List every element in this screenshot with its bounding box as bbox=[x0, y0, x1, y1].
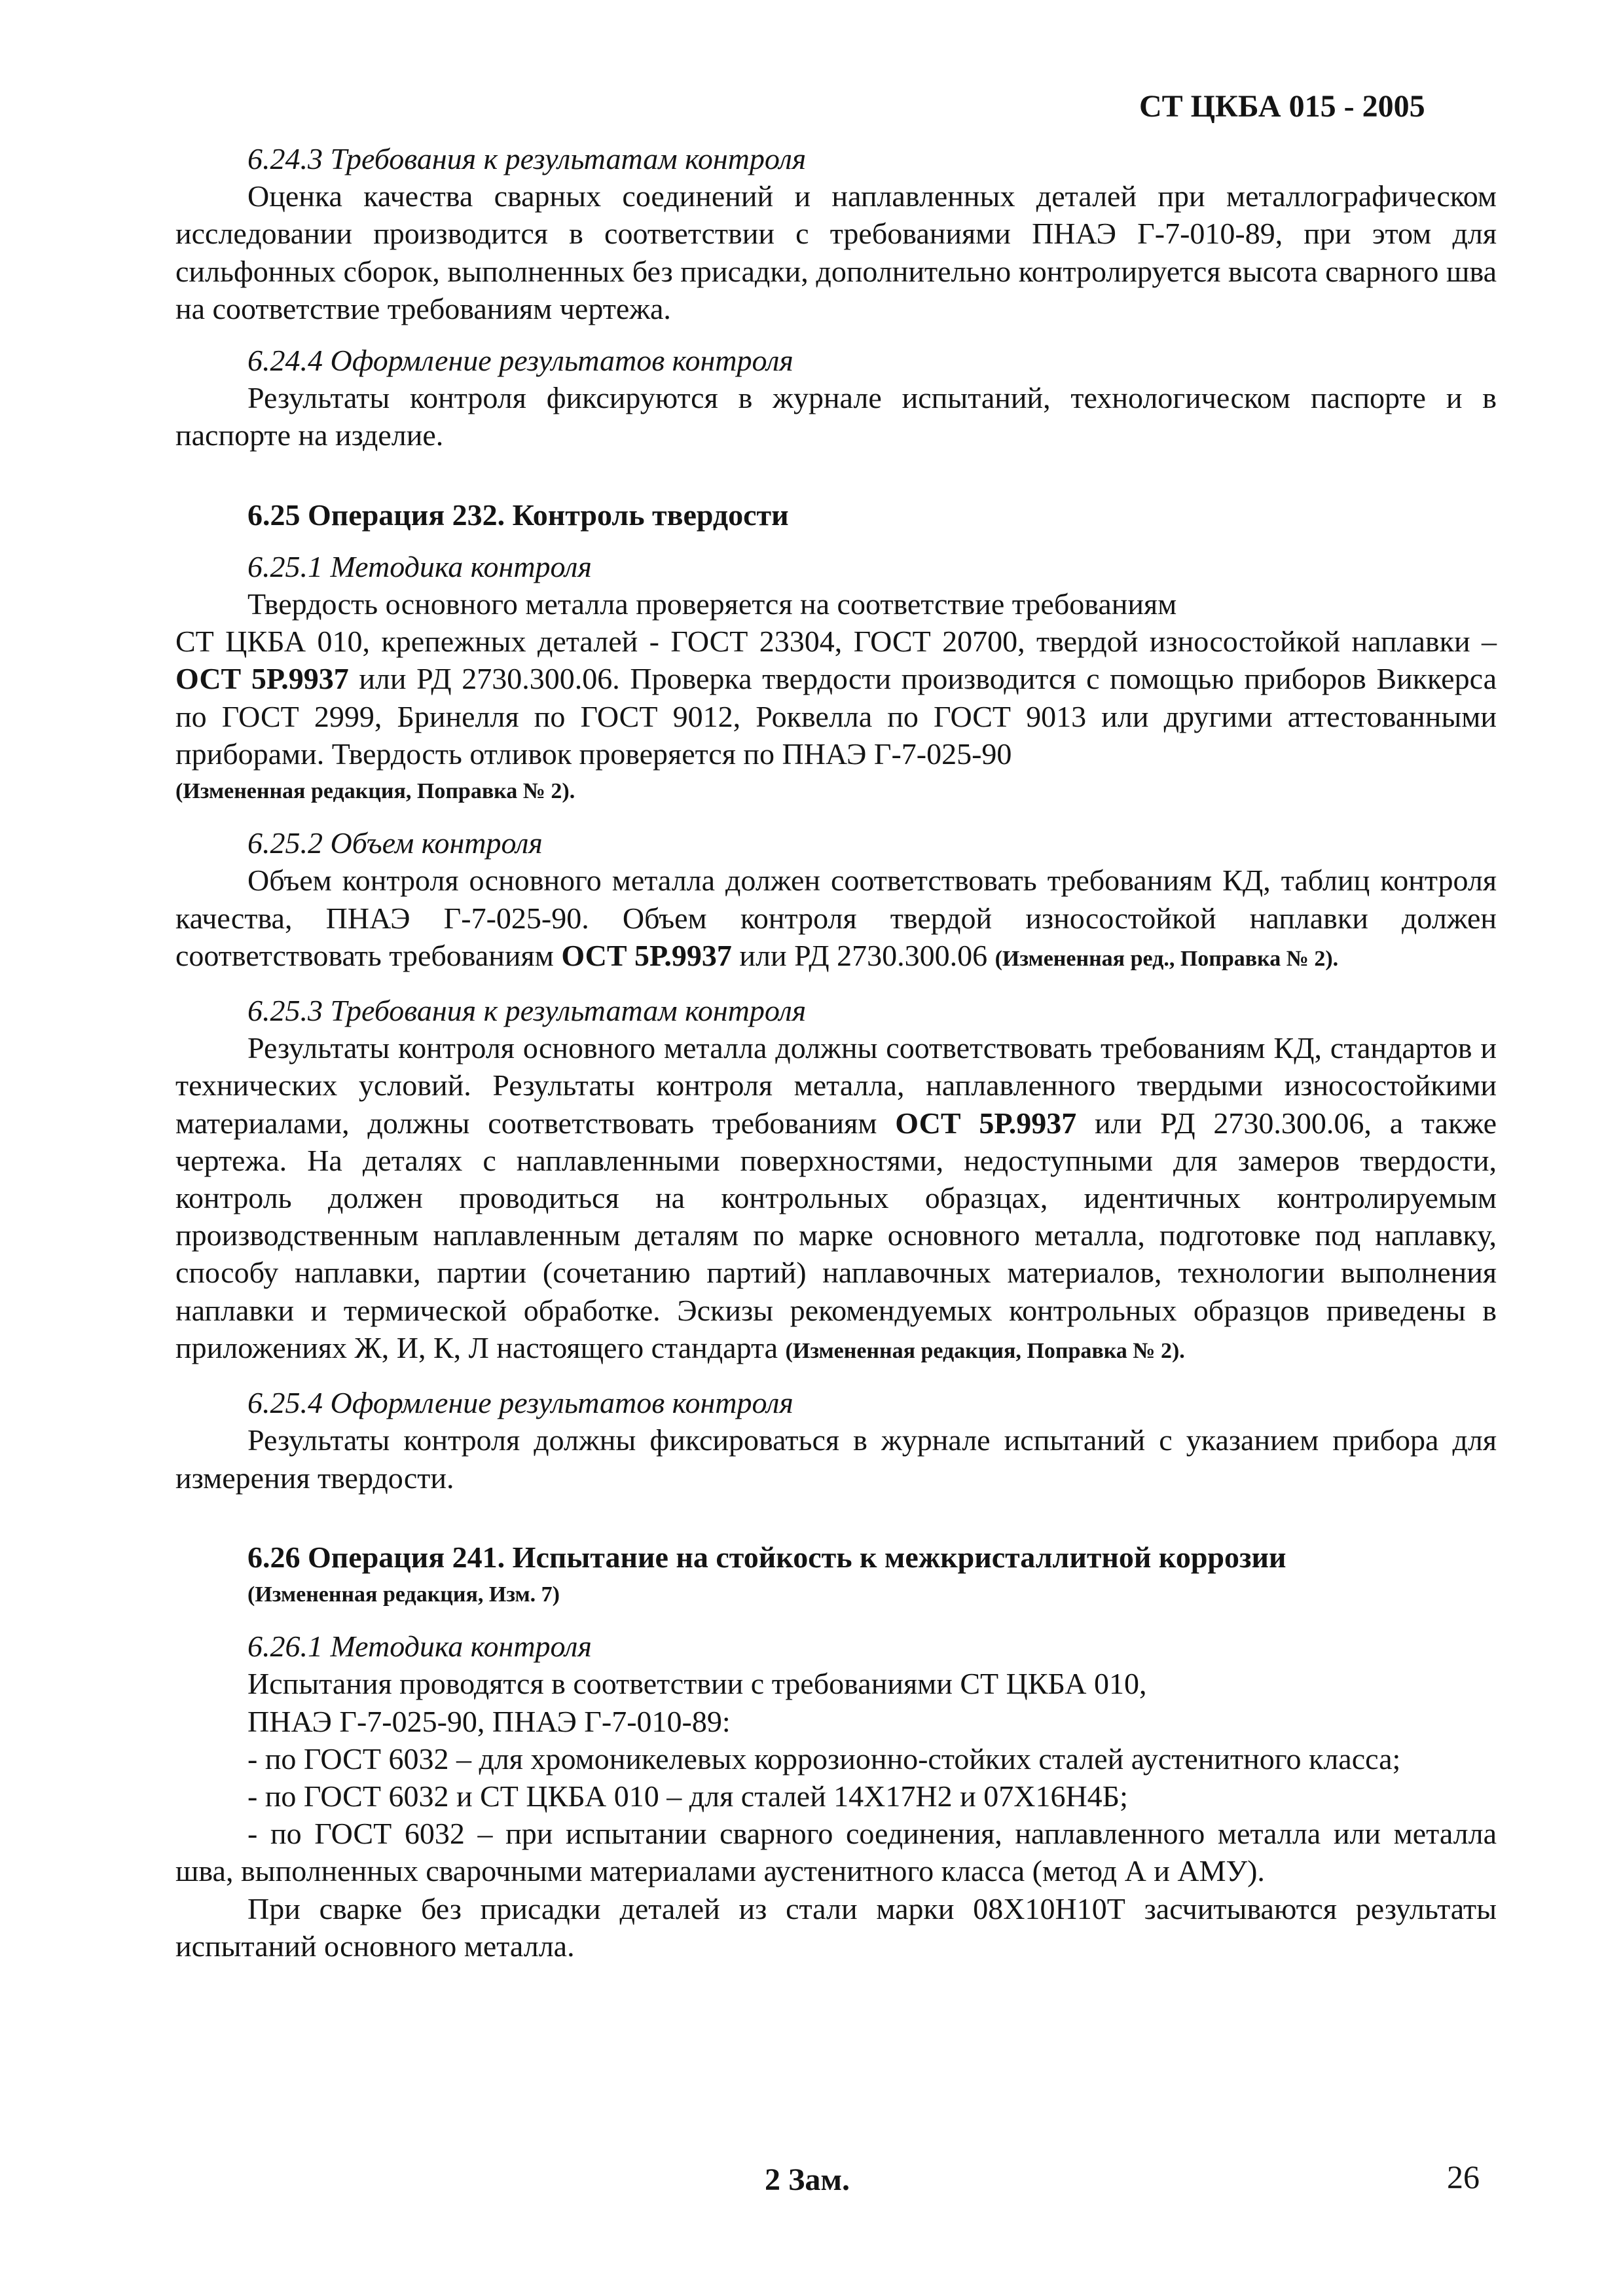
subsection-6-26-1-line1: Испытания проводятся в соответствии с требованиями СТ ЦКБА 010, bbox=[247, 1667, 1147, 1701]
subsection-6-26-1-line2: ПНАЭ Г-7-025-90, ПНАЭ Г-7-010-89: bbox=[247, 1704, 731, 1738]
text-fragment: или РД 2730.300.06. Проверка твердости производится с помощью приборов Виккерса по ГОСТ 2999, Бринелля по ГОСТ 9012, Роквелла по ГОСТ 9013 или другими аттестованными приборами. Твердость отливок проверяется по ПНАЭ Г-7-025-90 bbox=[175, 662, 1497, 771]
list-item: - по ГОСТ 6032 – для хромоникелевых коррозионно-стойких сталей аустенитного класса; bbox=[247, 1741, 1401, 1776]
section-6-25-title: 6.25 Операция 232. Контроль твердости bbox=[247, 498, 789, 532]
subsection-6-26-1-paragraph: При сварке без присадки деталей из стали марки 08Х10Н10Т засчитываются результаты испытаний основного металла. bbox=[175, 1891, 1497, 1963]
subsection-6-26-1-title: 6.26.1 Методика контроля bbox=[247, 1630, 592, 1664]
document-code: СТ ЦКБА 015 - 2005 bbox=[1139, 89, 1425, 124]
change-notice: 2 Зам. bbox=[765, 2162, 850, 2197]
section-6-26-title: 6.26 Операция 241. Испытание на стойкость к межкристаллитной коррозии bbox=[247, 1540, 1286, 1574]
subsection-6-25-2-text bbox=[175, 862, 1497, 977]
revision-note: (Измененная ред., Поправка № 2). bbox=[994, 946, 1339, 971]
ost-reference: ОСТ 5Р.9937 bbox=[175, 662, 349, 696]
revision-note: (Измененная редакция, Поправка № 2). bbox=[175, 779, 575, 804]
text-fragment: Объем контроля основного металла должен соответствовать требованиям КД, таблиц контроля качества, ПНАЭ Г-7-025-90. Объем контроля твердой износостойкой наплавки должен соответствовать требованиям bbox=[175, 864, 1497, 972]
ost-reference: ОСТ 5Р.9937 bbox=[895, 1106, 1077, 1140]
text-fragment: или РД 2730.300.06, а также чертежа. На деталях с наплавленными поверхностями, недоступными для замеров твердости, контроль должен проводиться на контрольных образцах, идентичных контролируемым производственным наплавленным деталям по марке основного металла, подготовке под наплавку, способу наплавки, партии (сочетанию партий) наплавочных материалов, технологии выполнения наплавки и термической обработке. Эскизы рекомендуемых контрольных образцов приведены в приложениях Ж, И, К, Л настоящего стандарта bbox=[175, 1106, 1497, 1364]
revision-note: (Измененная редакция, Поправка № 2). bbox=[785, 1338, 1185, 1363]
subsection-6-25-2-title: 6.25.2 Объем контроля bbox=[247, 826, 543, 860]
subsection-6-24-3-title: 6.24.3 Требования к результатам контроля bbox=[247, 142, 807, 175]
text-fragment: или РД 2730.300.06 bbox=[731, 938, 995, 972]
text-fragment: Результаты контроля основного металла должны соответствовать требованиям КД, стандартов и технических условий. Результаты контроля металла, наплавленного твердыми износостойкими материалами, должны соответствовать требованиям bbox=[175, 1031, 1497, 1140]
subsection-6-25-3-title: 6.25.3 Требования к результатам контроля bbox=[247, 994, 807, 1028]
subsection-6-25-1-title: 6.25.1 Методика контроля bbox=[247, 549, 592, 583]
subsection-6-24-4-title: 6.24.4 Оформление результатов контроля bbox=[247, 344, 793, 378]
subsection-6-24-4-text: Результаты контроля фиксируются в журнале испытаний, технологическом паспорте и в паспорте на изделие. bbox=[175, 381, 1497, 452]
subsection-6-25-3-text bbox=[175, 1029, 1497, 1370]
subsection-6-25-1-text bbox=[175, 623, 1497, 773]
document-body bbox=[175, 140, 1497, 1965]
subsection-6-24-3-text: Оценка качества сварных соединений и наплавленных деталей при металлографическом исследовании производится в соответствии с требованиями ПНАЭ Г-7-010-89, при этом для сильфонных сборок, выполненных без присадки, дополнительно контролируется высота сварного шва на соответствие требованиям чертежа. bbox=[175, 179, 1497, 325]
subsection-6-25-4-text: Результаты контроля должны фиксироваться в журнале испытаний с указанием прибора для измерения твердости. bbox=[175, 1423, 1497, 1495]
subsection-6-25-1-line1: Твердость основного металла проверяется на соответствие требованиям bbox=[247, 587, 1177, 621]
ost-reference: ОСТ 5Р.9937 bbox=[561, 938, 732, 972]
text-fragment: СТ ЦКБА 010, крепежных деталей - ГОСТ 23304, ГОСТ 20700, твердой износостойкой наплавки – bbox=[175, 625, 1497, 659]
revision-note: (Измененная редакция, Изм. 7) bbox=[247, 1582, 560, 1607]
subsection-6-25-4-title: 6.25.4 Оформление результатов контроля bbox=[247, 1386, 793, 1420]
list-item: - по ГОСТ 6032 и СТ ЦКБА 010 – для сталей 14Х17Н2 и 07Х16Н4Б; bbox=[247, 1779, 1128, 1813]
page-number: 26 bbox=[1447, 2159, 1480, 2195]
list-item: - по ГОСТ 6032 – при испытании сварного соединения, наплавленного металла или металла шва, выполненных сварочными материалами аустенитного класса (метод А и АМУ). bbox=[175, 1817, 1497, 1888]
